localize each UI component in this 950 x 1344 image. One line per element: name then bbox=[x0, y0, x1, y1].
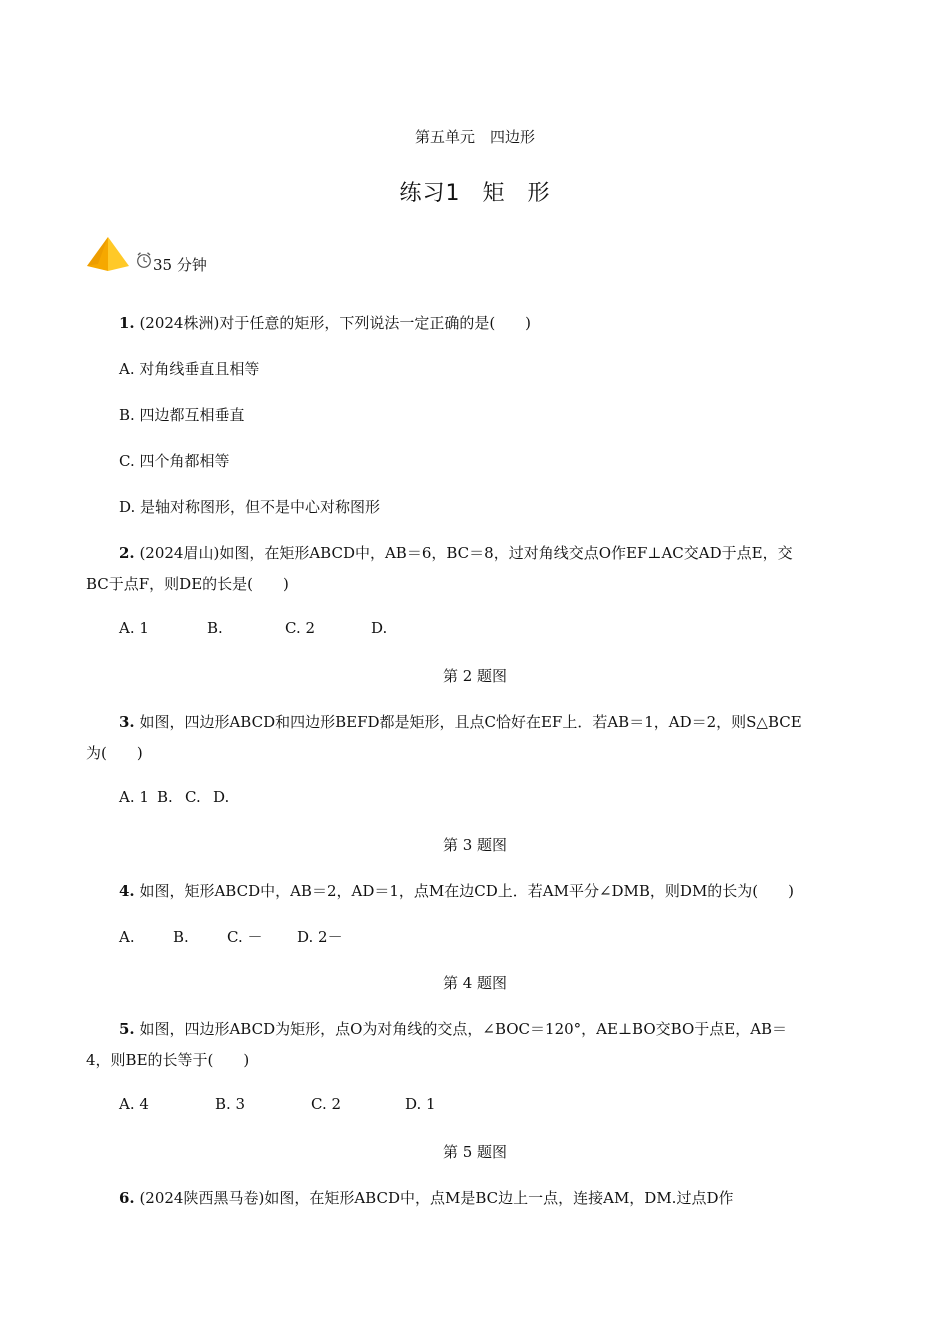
question-number: 3. bbox=[119, 713, 135, 731]
figure-caption: 第 3 题图 bbox=[442, 836, 508, 854]
option-c: C. 四个角都相等 bbox=[119, 452, 230, 470]
option-a: A. bbox=[119, 928, 135, 946]
option-b: B. 3 bbox=[215, 1095, 246, 1113]
figure-caption: 第 4 题图 bbox=[442, 974, 508, 992]
question-text-line1: (2024陕西黑马卷)如图，在矩形ABCD中，点M是BC边上一点，连接AM，DM.过点D作 bbox=[139, 1189, 734, 1207]
pyramid-icon bbox=[86, 236, 130, 272]
option-b: B. bbox=[207, 619, 223, 637]
question-2-options bbox=[119, 619, 387, 637]
option-b: B. bbox=[157, 788, 173, 806]
question-5-options bbox=[119, 1095, 436, 1113]
question-number: 1. bbox=[119, 314, 135, 332]
question-4-stem bbox=[119, 880, 794, 901]
question-number: 6. bbox=[119, 1189, 135, 1207]
question-2-line2: BC于点F，则DE的长是( ) bbox=[86, 575, 289, 593]
question-3-options bbox=[119, 788, 229, 806]
option-d: D. 2－ bbox=[297, 928, 343, 946]
question-text: (2024株洲)对于任意的矩形，下列说法一定正确的是( ) bbox=[139, 314, 532, 332]
lesson-number: 练习1 bbox=[399, 181, 461, 206]
lesson-name-1: 矩 bbox=[482, 181, 506, 206]
time-label: 35 分钟 bbox=[153, 256, 207, 274]
question-number: 4. bbox=[119, 882, 135, 900]
question-number: 2. bbox=[119, 544, 135, 562]
question-2-stem bbox=[119, 542, 793, 563]
lesson-title bbox=[0, 176, 950, 207]
question-3-line2: 为( ) bbox=[86, 744, 143, 762]
option-b: B. 四边都互相垂直 bbox=[119, 406, 245, 424]
question-1-stem bbox=[119, 312, 531, 333]
option-c: C. 2 bbox=[285, 619, 316, 637]
lesson-name-2: 形 bbox=[527, 181, 551, 206]
option-b: B. bbox=[173, 928, 189, 946]
question-4-options bbox=[119, 926, 343, 947]
question-text: 如图，矩形ABCD中，AB＝2，AD＝1，点M在边CD上．若AM平分∠DMB，则DM的长为( ) bbox=[139, 882, 795, 900]
option-d: D. 是轴对称图形，但不是中心对称图形 bbox=[119, 498, 381, 516]
question-text-line1: (2024眉山)如图，在矩形ABCD中，AB＝6，BC＝8，过对角线交点O作EF⊥AC交AD于点E，交 bbox=[139, 544, 793, 562]
option-a: A. 1 bbox=[119, 788, 149, 806]
option-c: C. 2 bbox=[311, 1095, 342, 1113]
figure-caption: 第 5 题图 bbox=[442, 1143, 508, 1161]
clock-icon bbox=[136, 251, 152, 269]
figure-caption: 第 2 题图 bbox=[442, 667, 508, 685]
question-text-line1: 如图，四边形ABCD和四边形BEFD都是矩形，且点C恰好在EF上．若AB＝1，AD＝2，则S△BCE bbox=[139, 713, 802, 731]
option-c: C. bbox=[185, 788, 201, 806]
option-d: D. bbox=[371, 619, 388, 637]
question-5-line2: 4，则BE的长等于( ) bbox=[86, 1051, 250, 1069]
question-5-stem bbox=[119, 1018, 787, 1039]
option-c: C. － bbox=[227, 928, 263, 946]
question-3-stem bbox=[119, 711, 802, 732]
option-a: A. 4 bbox=[119, 1095, 149, 1113]
question-number: 5. bbox=[119, 1020, 135, 1038]
unit-title: 第五单元 四边形 bbox=[414, 128, 535, 146]
option-d: D. 1 bbox=[405, 1095, 436, 1113]
question-text-line1: 如图，四边形ABCD为矩形，点O为对角线的交点，∠BOC＝120°，AE⊥BO交BO于点E，AB＝ bbox=[139, 1020, 788, 1038]
option-a: A. 对角线垂直且相等 bbox=[119, 360, 260, 378]
option-d: D. bbox=[213, 788, 230, 806]
option-a: A. 1 bbox=[119, 619, 149, 637]
question-6-stem bbox=[119, 1187, 733, 1208]
